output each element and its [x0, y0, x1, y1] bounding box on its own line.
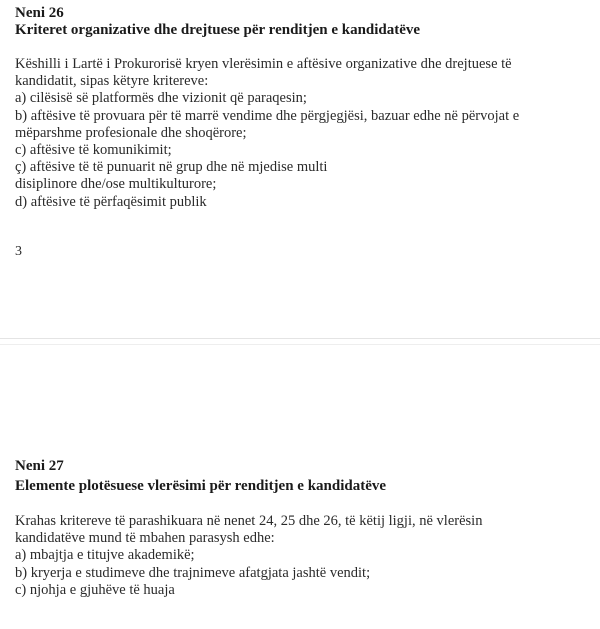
- article-26-line: c) aftësive të komunikimit;: [15, 142, 172, 159]
- article-26-body: [15, 56, 519, 211]
- article-26-line: mëparshme profesionale dhe shoqërore;: [15, 124, 247, 141]
- article-26-line: ç) aftësive të të punuarit në grup dhe në mjedise multi: [15, 159, 328, 176]
- article-26-number: Neni 26: [15, 5, 64, 21]
- article-26-line: a) cilësisë së platformës dhe vizionit që paraqesin;: [15, 90, 307, 107]
- article-27-line: b) kryerja e studimeve dhe trajnimeve afatgjata jashtë vendit;: [15, 564, 371, 581]
- article-27-number: Neni 27: [15, 458, 64, 474]
- article-26-line: Këshilli i Lartë i Prokurorisë kryen vlerësimin e aftësive organizative dhe drejtuese të: [15, 56, 512, 72]
- page-separator: [0, 344, 600, 345]
- article-26-line: d) aftësive të përfaqësimit publik: [15, 193, 207, 210]
- article-27-line: a) mbajtja e titujve akademikë;: [15, 547, 195, 564]
- article-27-line: c) njohja e gjuhëve të huaja: [15, 581, 175, 598]
- article-27-body: [15, 513, 482, 599]
- article-27-line: kandidatëve mund të mbahen parasysh edhe:: [15, 530, 275, 547]
- article-26-title: Kriteret organizative dhe drejtuese për renditjen e kandidatëve: [15, 22, 421, 38]
- article-26-line: b) aftësive të provuara për të marrë vendime dhe përgjegjësi, bazuar edhe në përvojat e: [15, 107, 520, 124]
- page-separator: [0, 338, 600, 339]
- article-27-line: Krahas kritereve të parashikuara në nenet 24, 25 dhe 26, të këtij ligji, në vlerësin: [15, 513, 483, 529]
- article-26-line: disiplinore dhe/ose multikulturore;: [15, 176, 217, 193]
- article-26-line: kandidatit, sipas këtyre kritereve:: [15, 73, 209, 90]
- article-27-title: Elemente plotësuese vlerësimi për renditjen e kandidatëve: [15, 478, 387, 494]
- page-number: 3: [15, 244, 22, 259]
